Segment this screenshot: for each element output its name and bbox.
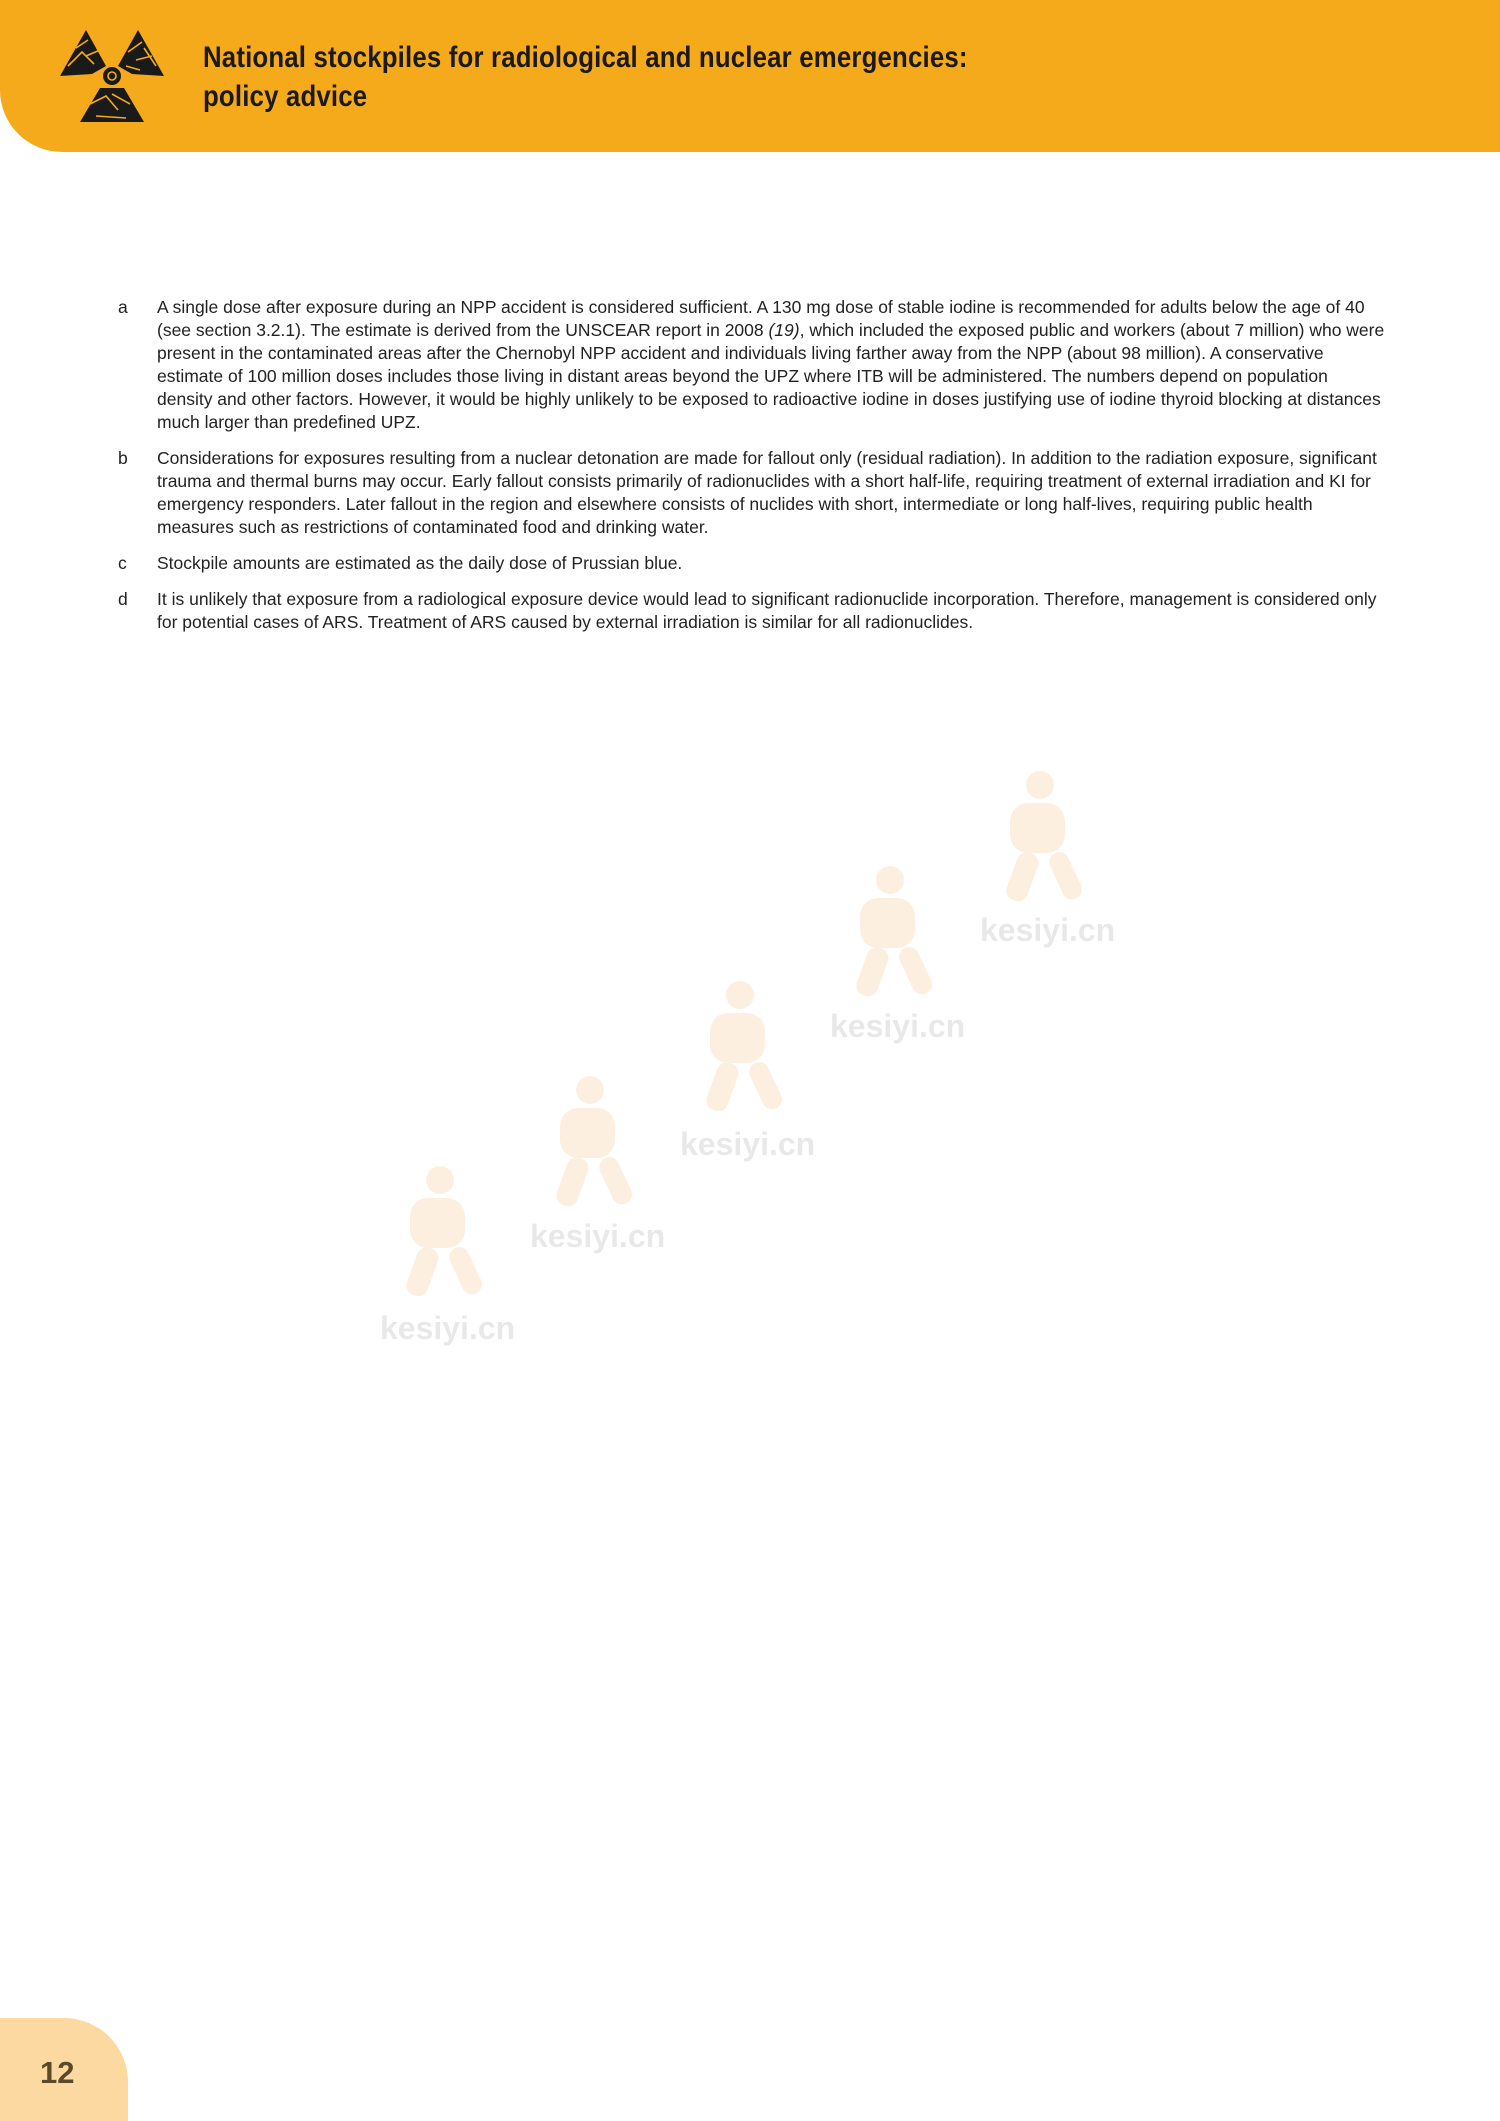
- footnote-text: Stockpile amounts are estimated as the daily dose of Prussian blue.: [157, 553, 683, 573]
- document-title-line-1: National stockpiles for radiological and nuclear emergencies:: [203, 41, 968, 74]
- footnote-text-part: A single dose after exposure during an NPP accident is considered sufficient. A 130 mg dose of stable iodine is recommended for adults below the age of 40 (see section 3.2.1). The estimate is derived from the UNSCEAR report in 2008: [157, 297, 1365, 340]
- watermark: [370, 760, 1150, 1360]
- radiation-trefoil-icon: [56, 26, 168, 126]
- watermark-text: kesiyi.cn: [680, 1126, 816, 1162]
- table-footnotes: [118, 296, 1386, 647]
- watermark-text: kesiyi.cn: [980, 912, 1116, 948]
- footnote-letter: d: [118, 589, 128, 609]
- document-title: [203, 38, 1149, 116]
- footnote-letter: b: [118, 448, 128, 468]
- footnote-text: It is unlikely that exposure from a radiological exposure device would lead to significant radionuclide incorporation. Therefore, management is considered only for potential cases of ARS. Treatment of ARS caused by external irradiation is similar for all radionuclides.: [157, 589, 1377, 632]
- footnote-letter: c: [118, 553, 127, 573]
- footnote-text: Considerations for exposures resulting from a nuclear detonation are made for fallout only (residual radiation). In addition to the radiation exposure, significant trauma and thermal burns may occur. Early fallout consists primarily of radionuclides with a short half-life, requiring treatment of external irradiation and KI for emergency responders. Later fallout in the region and elsewhere consists of nuclides with short, intermediate or long half-lives, requiring public health measures such as restrictions of contaminated food and drinking water.: [157, 448, 1377, 537]
- reference-citation: (19): [768, 320, 800, 340]
- watermark-text: kesiyi.cn: [830, 1008, 966, 1044]
- watermark-text: kesiyi.cn: [530, 1218, 666, 1254]
- footnote-text-part: , which included the exposed public and workers (about 7 million) who were present in the contaminated areas after the Chernobyl NPP accident and individuals living farther away from the NPP (about 98 million). A conservative estimate of 100 million doses includes those living in distant areas beyond the UPZ where ITB will be administered. The numbers depend on population density and other factors. However, it would be highly unlikely to be exposed to radioactive iodine in doses justifying use of iodine thyroid blocking at distances much larger than predefined UPZ.: [157, 320, 1385, 432]
- watermark-text: kesiyi.cn: [380, 1310, 516, 1346]
- footnote-b: [118, 447, 1386, 539]
- footnote-letter: a: [118, 297, 128, 317]
- footnote-a: [118, 296, 1386, 434]
- document-title-line-2: policy advice: [203, 80, 368, 113]
- footnote-d: [118, 588, 1386, 634]
- footnote-text: [157, 296, 1386, 434]
- footnote-c: [118, 552, 1386, 575]
- watermark-runner-icons: [370, 760, 1150, 1360]
- page-number: 12: [40, 2055, 75, 2090]
